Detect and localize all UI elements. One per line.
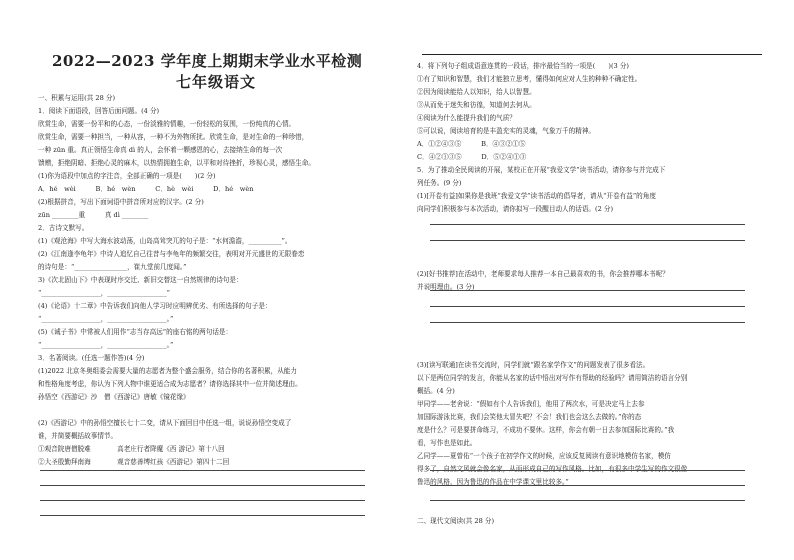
text-line: (2)《西游记》中的孙悟空擅长七十二变，请从下面回目中任选一组，说说孙悟空变成了 — [38, 419, 292, 427]
text-line: “__________________，__________________” — [38, 289, 171, 297]
answer-line — [40, 470, 365, 471]
answer-line — [430, 322, 745, 323]
text-line: “__________________，__________________。” — [38, 341, 174, 349]
answer-line — [430, 306, 745, 307]
text-line: ①观音院唐僧脱难 高老庄行者降魔《西 游记》第十八回 — [38, 445, 225, 453]
text-line: (1)你为语段中加点的字注音，全部正确的一项是( )(2 分) — [38, 172, 216, 180]
text-line: 鲁迅的风格，因为鲁迅的作品在中学课文里比较多。” — [417, 478, 569, 486]
text-line: 二、现代文阅读(共 28 分) — [417, 517, 495, 525]
text-line: 度是什么？可是要拼命练习，不成功不要休。这样，你会有朝一日去参加国际比赛的。”我 — [417, 426, 675, 434]
text-line: ③从而免于迷失和彷徨，知道何去何从。 — [417, 101, 536, 109]
text-line: 得多了，自然文风就会像名家，从而形成自己的写作风格。比如，有很多中学生写的作文很像 — [417, 465, 688, 473]
text-line: zūn ________重 真 dì ________ — [38, 211, 149, 219]
text-line: (2)根据拼音，写出下面词语中拼音所对应的汉字。(2 分) — [38, 198, 204, 206]
text-line: 以下是两位同学的发言，你能从名家的话中悟出对写作有帮助的经验吗？请用简洁的语言分别 — [417, 374, 688, 382]
answer-line — [430, 485, 745, 486]
answer-line — [430, 500, 745, 501]
text-line: (1)2022 北京冬奥组委会需要大量的志愿者为整个盛会服务，结合你的名著积累，从能力 — [38, 367, 297, 375]
page-title: 2022—2023 学年度上期期末学业水平检测 — [52, 52, 363, 70]
text-line: A．①②④③⑤ B．④③②①⑤ — [417, 140, 526, 148]
text-line: (4)《论语》十二章》中告诉我们向他人学习时应明辨优劣、有所选择的句子是： — [38, 302, 272, 310]
text-line: 欣赏生命，需要一份平和的心态，一份淡雅的情趣，一份轻松的氛围，一份纯真的心情。 — [38, 120, 296, 128]
text-line: 并说明理由。(3 分) — [417, 283, 475, 291]
text-line: 一、积累与运用(共 28 分) — [38, 94, 116, 102]
text-line: 和性格角度考虑，你认为下列人物中谁更适合成为志愿者？请你选择其中一位并简述理由。 — [38, 380, 302, 388]
text-line: (1)《观沧海》中写大海水波动荡，山岛高耸突兀的句子是：“水何澹澹，__________”。 — [38, 237, 292, 245]
text-line: 看，写作也是如此。 — [417, 439, 477, 447]
answer-line — [40, 500, 365, 501]
text-line: 列任务。(9 分) — [417, 179, 462, 187]
text-line: 概括。(4 分) — [417, 387, 455, 395]
text-line: 欣赏生命，需要一种担当，一种从容，一种不为外物所扰。欣赏生命，是对生命的一种珍惜， — [38, 133, 309, 141]
answer-line — [430, 240, 745, 241]
answer-line — [430, 470, 745, 471]
text-line: A．hé wèi B．hé wèn C．hè wèi D．hé wèn — [38, 185, 254, 193]
text-line: C．④②①③⑤ D．⑤②④①③ — [417, 153, 527, 161]
text-line: 4．将下列句子组成语意连贯的一段话，排序最恰当的一项是( )(3 分) — [417, 62, 629, 70]
text-line: 1．阅读下面语段，回答后面问题。(4 分) — [38, 107, 160, 115]
text-line: ②因为阅读能给人以知识，给人以智慧。 — [417, 88, 536, 96]
text-line: 乙同学——夏曾佑“一个孩子在初学作文的时候，应该反复阅读有意识地模仿名家，模仿 — [417, 452, 671, 460]
text-line: 3．名著阅读。(任选一题作答)(4 分) — [38, 354, 145, 362]
text-line: ④阅读为什么能提升我们的气质？ — [417, 114, 516, 122]
text-line: (2)[好书推荐]在活动中，老师要求每人推荐一本自己最喜欢的书，你会推荐哪本书呢？ — [417, 270, 669, 278]
text-line: 甲同学——老舍说：“假如有个人告诉我们，他用了两次水，可是决定马上去参 — [417, 400, 645, 408]
text-line: 加国际游泳比赛，我们会笑他太冒失吧？不会！我们也会这么去做的。”你的态 — [417, 413, 642, 421]
text-line: (5)《诫子书》中常被人们用作“志当存高远”的座右铭的两句话是： — [38, 328, 233, 336]
text-line: 馈赠，拒绝阴暗、拒绝心灵的麻木，以热情拥抱生命，以平和对待挫折，珍视心灵，感悟生命。 — [38, 159, 315, 167]
text-line: ⑤可以说，阅读培育的是丰盈充实的灵魂，气象万千的精神。 — [417, 127, 596, 135]
answer-line — [40, 485, 365, 486]
text-line: ②大圣殷勤拜南海 观音慈善缚红孩《西游记》第四十二回 — [38, 458, 230, 466]
answer-line — [430, 224, 745, 225]
text-line: (2)《江南逢李龟年》中诗人追忆自己往昔与李龟年的频繁交往，表明对开元盛世的无限眷恋 — [38, 250, 305, 258]
answer-line — [430, 290, 745, 291]
text-line: 2．古诗文默写。 — [38, 224, 89, 232]
text-line: 3)《次北固山下》中表现时序交迁、新旧交替这一自然规律的诗句是： — [38, 276, 243, 284]
text-line: (1)[开卷有益]如果你是我班“我爱文学”读书活动的倡导者，请从“开卷有益”的角度 — [417, 192, 656, 200]
top-divider — [422, 54, 762, 55]
text-line: 一种 zūn 重。真正领悟生命真 dì 的人，会怀着一颗感恩的心，去接纳生命的每一次 — [38, 146, 283, 154]
text-line: 孙悟空《西游记》沙 僧《西游记》唐敏《镜花缘》 — [38, 393, 190, 401]
text-line: 的诗句是：“________________，崔九堂前几度闻。” — [38, 263, 187, 271]
text-line: 向同学们积极参与本次活动，请你拟写一段醒目动人的话语。(2 分) — [417, 205, 614, 213]
text-line: 谁，并简要概括故事情节。 — [38, 432, 118, 440]
text-line: (3)[读写联通]在读书交流时，同学们就“跟名家学作文”的问题发表了很多看法。 — [417, 361, 650, 369]
text-line: 5．为了推动全民阅读的开展，某校正在开展“我爱文学”读书活动，请你参与并完成下 — [417, 166, 666, 174]
text-line: ①有了知识和智慧，我们才能独立思考，懂得如何应对人生的种种不确定性。 — [417, 75, 642, 83]
text-line: “__________________，__________________。” — [38, 315, 174, 323]
answer-line — [40, 515, 365, 516]
page-subtitle: 七年级语文 — [176, 73, 257, 91]
